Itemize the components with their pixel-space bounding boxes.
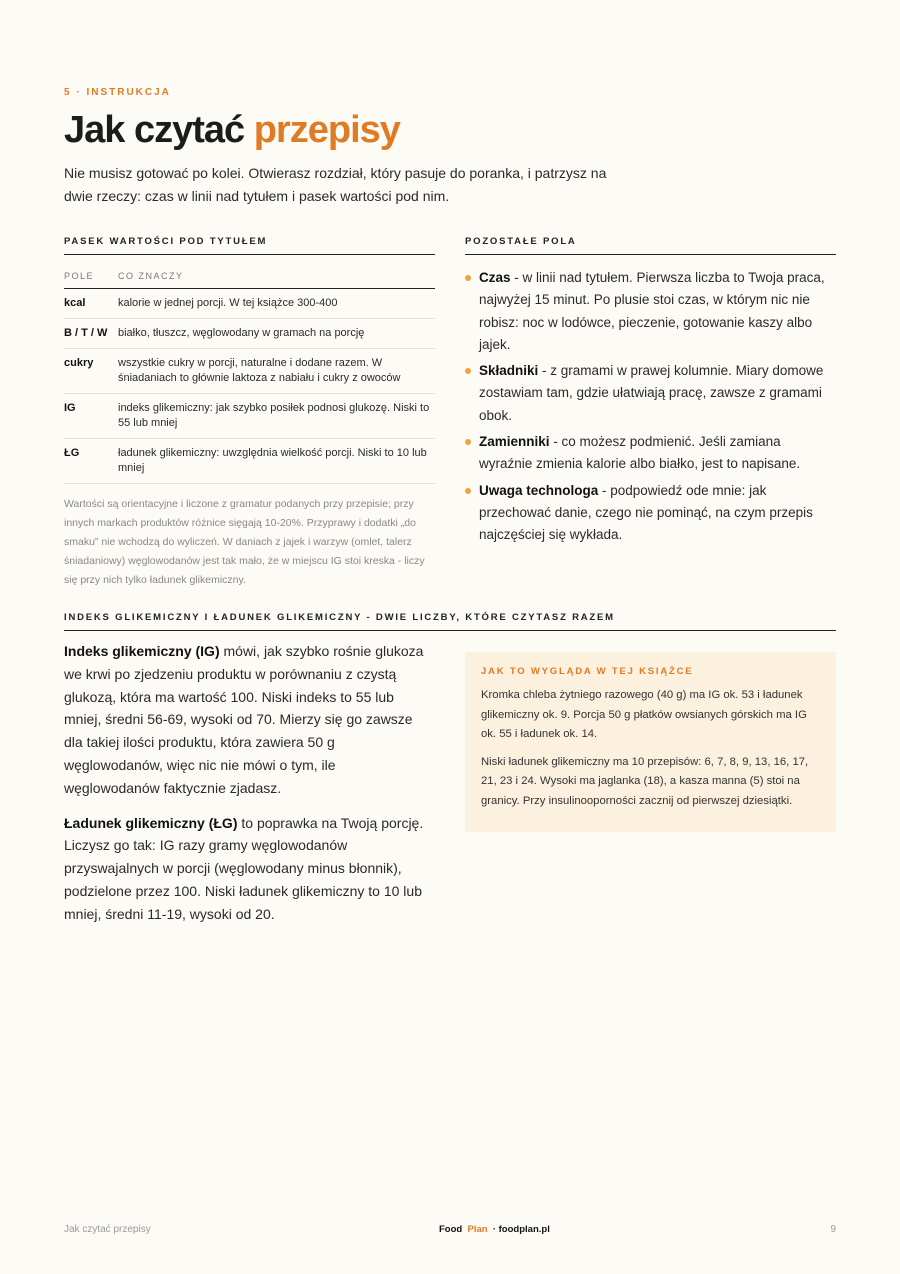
field-key: cukry — [64, 349, 118, 394]
gi-term: Indeks glikemiczny (IG) — [64, 643, 220, 659]
item-text: - z gramami w prawej kolumnie. Miary domowe zostawiam tam, gdzie ułatwiają pracę, zawsze z gramami obok. — [479, 363, 824, 423]
bullet-dot-icon — [465, 439, 471, 445]
item-term: Czas — [479, 270, 511, 285]
page-number: 9 — [830, 1224, 836, 1235]
item-text: - w linii nad tytułem. Pierwsza liczba to Twoja praca, najwyżej 15 minut. Po plusie stoi czas, w którym nic nie robisz: noc w lodówce, pieczenie, gotowanie kaszy albo jajek. — [479, 270, 825, 352]
field-key: B / T / W — [64, 319, 118, 349]
table-row — [64, 394, 435, 439]
bullet-dot-icon — [465, 275, 471, 281]
page — [64, 0, 836, 1274]
field-key: IG — [64, 394, 118, 439]
table-header-row — [64, 266, 435, 289]
other-fields-section — [465, 236, 836, 551]
brand-plan: Plan — [467, 1224, 488, 1235]
list-item — [465, 267, 836, 356]
callout-paragraph-2: Niski ładunek glikemiczny ma 10 przepisów: 6, 7, 8, 9, 13, 16, 17, 21, 23 i 24. Wysoki ma jaglanka (18), a kasza manna (5) stoi na granicy. Przy insulinooporności zacznij od pierwszej dziesiątki. — [481, 755, 809, 807]
callout-heading: JAK TO WYGLĄDA W TEJ KSIĄŻCE — [481, 666, 694, 677]
callout-box — [465, 652, 836, 832]
col-header-meaning: CO ZNACZY — [118, 266, 435, 289]
title-accent: przepisy — [253, 109, 400, 151]
section-kicker: 5 · INSTRUKCJA — [64, 87, 171, 98]
bullet-dot-icon — [465, 368, 471, 374]
title-main: Jak czytać — [64, 109, 254, 151]
field-meaning: indeks glikemiczny: jak szybko posiłek podnosi glukozę. Niski to 55 lub mniej — [118, 394, 435, 439]
callout-paragraph-1: Kromka chleba żytniego razowego (40 g) ma IG ok. 53 i ładunek glikemiczny ok. 9. Porcja 50 g płatków owsianych górskich ma IG ok. 55 i ładunek ok. 14. — [481, 689, 807, 741]
field-meaning: wszystkie cukry w porcji, naturalne i dodane razem. W śniadaniach to głównie laktoza z nabiału i cukry z owoców — [118, 349, 435, 394]
other-fields-heading: POZOSTAŁE POLA — [465, 236, 836, 255]
table-row — [64, 349, 435, 394]
item-term: Składniki — [479, 363, 539, 379]
item-text: - podpowiedź ode mnie: jak przechować danie, czego nie pominąć, na czym przepis najczęściej się wykłada. — [479, 482, 813, 543]
gl-paragraph — [64, 812, 435, 926]
footer-chapter: Jak czytać przepisy — [64, 1224, 151, 1235]
list-item — [465, 360, 836, 427]
list-item — [465, 431, 836, 476]
list-item — [465, 480, 836, 547]
brand-food: Food — [439, 1224, 463, 1235]
table-row — [64, 439, 435, 484]
gi-text: mówi, jak szybko rośnie glukoza we krwi po zjedzeniu produktu w porównaniu z czystą glukozą, która ma wartość 100. Niski indeks to 55 lub mniej, średni 56-69, wysoki od 70. Mierzy się go zawsze dla takiej ilości produktu, która zawiera 50 g węglowodanów, więc nic nie mówi o tym, ile węglowodanów faktycznie zjadasz. — [64, 643, 424, 796]
values-note: Wartości są orientacyjne i liczone z gramatur podanych przy przepisie; przy innych markach produktów różnice sięgają 10-20%. Przyprawy i dodatki „do smaku” nie wchodzą do wyliczeń. W daniach z jajek i warzyw (omlet, talerz śniadaniowy) węglowodanów jest tak mało, że w miejscu IG stoi kreska - liczy się przy nich tylko ładunek glikemiczny. — [64, 498, 425, 586]
gl-term: Ładunek glikemiczny (ŁG) — [64, 814, 238, 831]
page-footer — [64, 1224, 836, 1238]
other-fields-list — [465, 267, 836, 547]
glycemic-section-header — [64, 612, 836, 631]
values-bar-section — [64, 236, 435, 590]
gl-text: to poprawka na Twoją porcję. Liczysz go tak: IG razy gramy węglowodanów przyswajalnych w porcji (węglowodany minus błonnik), podzielone przez 100. Niski ładunek glikemiczny to 10 lub mniej, średni 11-19, wysoki od 20. — [64, 814, 424, 922]
bullet-dot-icon — [465, 488, 471, 494]
intro-paragraph: Nie musisz gotować po kolei. Otwierasz rozdział, który pasuje do poranka, i patrzysz na dwie rzeczy: czas w linii nad tytułem i pasek wartości pod nim. — [64, 165, 607, 204]
field-key: ŁG — [64, 439, 118, 484]
table-row — [64, 289, 435, 319]
field-meaning: ładunek glikemiczny: uwzględnia wielkość porcji. Niski to 10 lub mniej — [118, 439, 435, 484]
item-text: - co możesz podmienić. Jeśli zamiana wyraźnie zmienia kalorie albo białko, jest to napisane. — [479, 434, 801, 472]
brand-site: · foodplan.pl — [492, 1224, 550, 1235]
field-meaning: kalorie w jednej porcji. W tej książce 300-400 — [118, 289, 435, 319]
gi-paragraph — [64, 640, 435, 800]
footer-brand — [439, 1224, 550, 1235]
glycemic-heading: INDEKS GLIKEMICZNY I ŁADUNEK GLIKEMICZNY - DWIE LICZBY, KTÓRE CZYTASZ RAZEM — [64, 612, 836, 631]
page-title — [64, 106, 400, 154]
glycemic-text — [64, 640, 435, 938]
field-key: kcal — [64, 289, 118, 319]
item-term: Uwaga technologa — [479, 482, 599, 498]
col-header-field: POLE — [64, 266, 118, 289]
item-term: Zamienniki — [479, 434, 550, 450]
values-bar-heading: PASEK WARTOŚCI POD TYTUŁEM — [64, 236, 435, 255]
field-meaning: białko, tłuszcz, węglowodany w gramach na porcję — [118, 319, 435, 349]
table-row — [64, 319, 435, 349]
values-table — [64, 266, 435, 484]
